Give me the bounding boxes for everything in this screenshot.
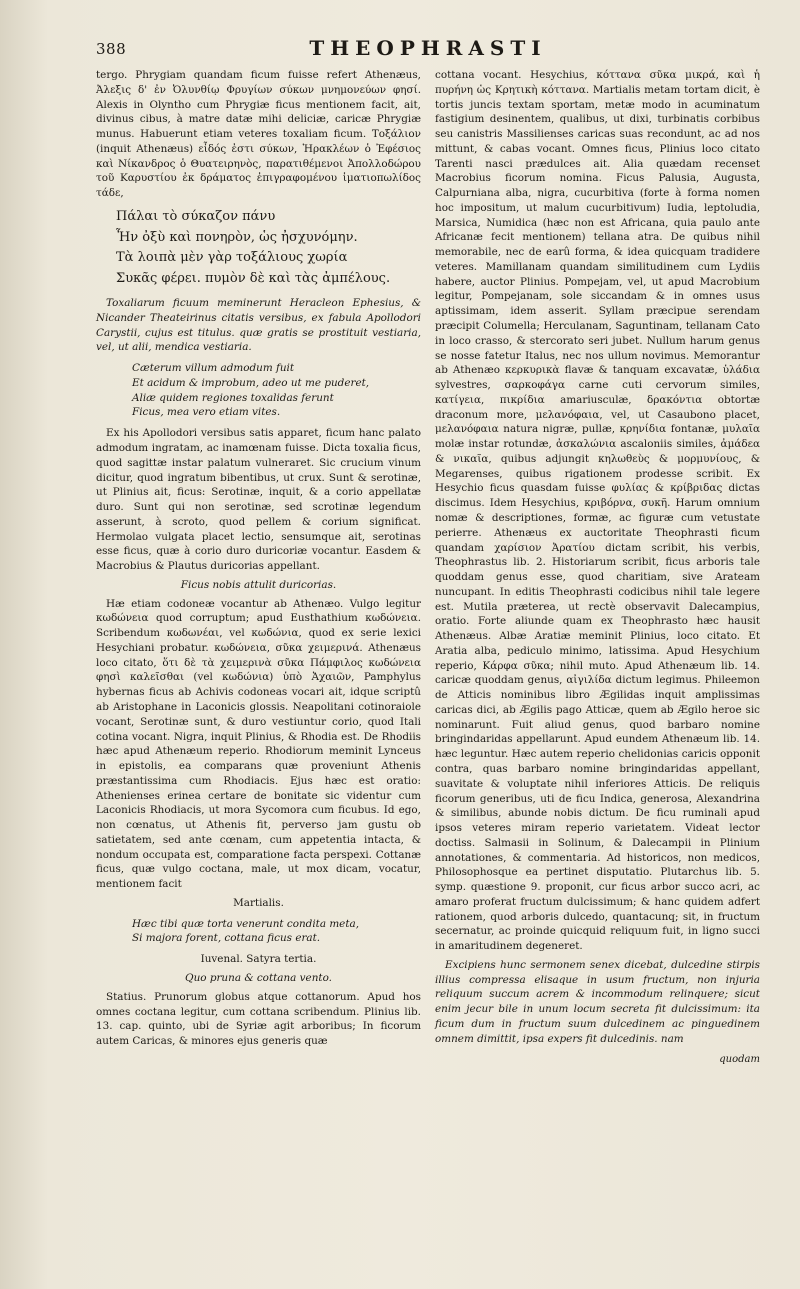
paragraph: Excipiens hunc sermonem senex dicebat, dulcedine stirpis illius compressa elisaque in usum fructum, non injuria reliquum succum acrem & incommodum relinquere; sicut enim jecur bile in unum locum secreta fit dulcissimum: ita ficum dum in fructum suum dulcedinem ac pinguedinem omnem dimittit, ipsa expers fit dulcedinis. nam: [435, 958, 760, 1045]
verse-line: Si majora forent, cottana ficus erat.: [132, 932, 321, 945]
verse-line: Et acidum & improbum, adeo ut me puderet,: [132, 376, 370, 389]
paragraph: Toxaliarum ficuum meminerunt Heracleon Ephesius, & Nicander Theateirinus citatis versibus, ex fabula Apollodori Carystii, cujus est titulus. quæ gratis se prostituit vestiaria, vel, ut alii, mendica vestiaria.: [96, 297, 421, 354]
catchword: quodam: [719, 1053, 760, 1065]
verse-line: Aliæ quidem regiones toxalidas ferunt: [132, 391, 334, 404]
author-label: Iuvenal. Satyra tertia.: [200, 953, 317, 966]
verse-line: Ficus, mea vero etiam vites.: [132, 406, 281, 419]
verse-line: Τὰ λοιπὰ μὲν γὰρ τοξάλιους χωρία: [116, 250, 348, 266]
running-head: THEOPHRASTI: [309, 36, 547, 60]
verse-line: Συκᾶς φέρει. πυμὸν δὲ καὶ τὰς ἀμπέλους.: [116, 271, 391, 287]
verse-citation: Quo pruna & cottana vento.: [185, 972, 332, 984]
paragraph: Ex his Apollodori versibus satis apparet, ficum hanc palato admodum ingratam, ac inamœnam fuisse. Dicta toxalia ficus, quod sagittæ instar palatum vulneraret. Sic crucium vinum dicitur, quod ingratum bibentibus, ut crux. Sunt & serotinæ, ut Plinius ait, ficus: Serotinæ, inquit, & a corio appellatæ duro. Sunt qui non serotinæ, sed scrotinæ legendum asserunt, à scroto, quod pellem & corium significat. Hermolao vulgata placet lectio, sensumque ait, serotinas esse ficus, quæ à corio duro duricoriæ vocantur. Easdem & Macrobius & Plautus duricorias appellant.: [96, 427, 421, 573]
verse-line: Ἦν ὀξὺ καὶ πονηρὸν, ὡς ἠσχυνόμην.: [116, 229, 358, 245]
verse-citation: Ficus nobis attulit duricorias.: [180, 578, 337, 591]
paragraph: tergo. Phrygiam quandam ficum fuisse refert Athenæus, Ἀλεξις δ' ἐν Ὀλυνθίῳ Φρυγίων σύκων μνημονεύων φησί. Alexis in Olyntho cum Phrygiæ ficus mentionem facit, ait, divinus cibus, à matre datæ mihi deliciæ, caricæ Phrygiæ munus. Habuerunt etiam veteres toxaliam ficum. Τοξάλιον (inquit Athenæus) εἶδός ἐστι σύκων, Ἡρακλέων ὁ Ἐφέσιος καὶ Νίκανδρος ὁ Θυατειρηνὸς, παρατιθέμενοι Ἀπολλοδώρου τοῦ Καρυστίου ἐκ δράματος ἐπιγραφομένου ἱματιοπωλίδος τάδε,: [96, 69, 421, 200]
page-header: [96, 36, 760, 62]
verse-line: Πάλαι τὸ σύκαζον πάνυ: [116, 208, 276, 224]
martial-verse: [96, 917, 421, 947]
left-column: [96, 68, 421, 1067]
right-column: [435, 68, 760, 1067]
latin-verse: [96, 361, 421, 420]
verse-line: Cæterum villum admodum fuit: [132, 362, 295, 375]
paragraph: cottana vocant. Hesychius, κόττανα σῦκα μικρά, καὶ ἡ πυρήνη ὡς Κρητικὴ κόττανα. Martialis metam tortam dicit, è tortis juncis textam sportam, metæ modo in acuminatum fastigium desinentem, qualibus, ut dixi, turbinatis corbibus seu canistris Massilienses caricas suas recondunt, ac ad nos mittunt, & cabas vocant. Omnes ficus, Plinius loco citato Tarenti nasci prædulces ait. Alia quædam recenset Macrobius ficorum nomina. Ficus Palusia, Augusta, Calpurniana alba, nigra, cucurbitiva (forte à forma nomen hoc impositum, ut malum cucurbitivum) Iudia, leptoludia, Marsica, Numidica (hæc non est Africana, quia paulo ante Africanæ fecit mentionem) tellana atra. De quibus nihil memorabile, nec de earû forma, & idea quicquam tradidere veteres. Mamillanam quandam similitudinem cum Lydiis habere, auctor Plinius. Pompejam, vel, ut apud Macrobium legitur, Pompejanam, sole siccandam & in omnes usus aptissimam, idem asserit. Syllam præcipue serendam præcipit Columella; Herculanam, Saguntinam, tellanam Cato in loco crasso, & stercorato seri jubet. Nullum harum genus se nosse fatetur Italus, nec nos ullum novimus. Memorantur ab Athenæo κερκυρικὰ flavæ & tanquam excavatæ, ὑλάδια sylvestres, σαρκοφάγα carne cuti cervorum similes, κατίγεια, πικρίδια amariusculæ, δρακόντια obtortæ draconum more, μελανόφαια, vel, ut Casaubono placet, μελανόφαια natura nigræ, pullæ, κρηνίδια fontanæ, μυλαῖα molæ instar rotundæ, ἀσκαλώνια ascaloniis similes, ἀμάδεα & νικαῖα, quibus adjungit κηλωθεὺς & μορμυνίους, & Megarenses, quibus rigationem prodesse scribit. Ex Hesychio ficus quasdam fuisse φυλίας & κρίβριδας dictas discimus. Idem Hesychius, κριβόρνα, συκῆ. Harum omnium nomæ & descriptiones, formæ, ac figuræ cum vetustate perierre. Athenæus ex auctoritate Theophrasti ficum quandam χαρίσιον Ἀρατίου dictam scribit, his verbis, Theophrastus lib. 2. Historiarum scribit, ficus arboris tale quoddam genus esse, quod charitiam, sive Arateam nuncupant. In editis Theophrasti codicibus nihil tale legere est. Mutila præterea, ut rectè observavit Dalecampius, oratio. Forte aliunde quam ex Theophrasto hæc hausit Athenæus. Albæ Aratiæ meminit Plinius, loco citato. Et Aratia alba, pediculo minimo, latissima. Apud Hesychium reperio, Κάρφα σῦκα; nihil muto. Apud Athenæum lib. 14. caricæ quoddam genus, αἰγιλίδα dictum legimus. Phileemon de Atticis nominibus libro Ægilidas inquit amplissimas caricas dici, ab Ægilis pago Atticæ, quem ab Ægilo heroe sic nominarunt. Fuit aliud genus, quod barbaro nomine bringindaridas appellarunt. Apud eundem Athenæum lib. 14. hæc leguntur. Hæc autem reperio chelidonias caricis opponit contra, quas barbaro nomine bringindaridas appellant, suavitate & voluptate nihil inferiores Atticis. De reliquis ficorum generibus, uti de ficu Indica, generosa, Alexandrina & similibus, abunde nobis dictum. De ficu ruminali apud ipsos veteres miram reperio varietatem. Videat lector doctiss. Salmasii in Solinum, & Dalecampii in Plinium annotationes, & commentaria. Ad historicos, non medicos, Philosophosque ea pertinet disputatio. Plutarchus lib. 5. symp. quæstione 9. proponit, cur ficus arbor succo acri, ac amaro proferat fructum dulcissimum; & hanc quidem adfert rationem, quod arboris dulcedo, quantacunq; sit, in fructum secernatur, ac proinde quicquid reliquum fuit, in ligno succi in amaritudinem degeneret.: [435, 69, 760, 953]
greek-verse: [96, 207, 421, 290]
verse-line: Hæc tibi quæ torta venerunt condita meta,: [132, 917, 359, 930]
paragraph: Hæ etiam codoneæ vocantur ab Athenæo. Vulgo legitur κωδώνεια quod corruptum; apud Eusthathium κωδώνεια. Scribendum κωδωνέαι, vel κωδώνια, quod ex serie lexici Hesychiani probatur. κωδώνεια, σῦκα χειμερινά. Athenæus loco citato, ὅτι δὲ τὰ χειμερινὰ σῦκα Πάμφιλος κωδώνεια φησὶ καλεῖσθαι (vel κωδώνια) ὑπὸ Ἀχαιῶν, Pamphylus hybernas ficus ab Achivis codoneas vocari ait, idque scriptû ab Aristophane in Laconicis glossis. Neapolitani cotinoraiole vocant, Serotinæ sunt, & duro vestiuntur corio, quod Itali cotina vocant. Nigra, inquit Plinius, & Rhodia est. De Rhodiis hæc apud Athenæum reperio. Rhodiorum meminit Lynceus in epistolis, ea comparans quæ proveniunt Athenis præstantissima cum Rhodiacis. Ejus hæc est oratio: Athenienses erinea certare de bonitate sic videntur cum Laconicis Rhodiacis, ut mora Sycomora cum ficubus. Id ego, non cœnatus, ut Athenis fit, perverso jam gustu ob satietatem, sed ante cœnam, cum appetentia intacta, & nondum occupata est, comparatione facta perspexi. Cottanæ ficus, quæ vulgo coctana, male, ut mox dicam, vocatur, mentionem facit: [96, 597, 421, 891]
author-label: Martialis.: [233, 896, 284, 909]
page-number: 388: [96, 40, 127, 58]
two-column-body: [96, 68, 760, 1067]
paragraph: Statius. Prunorum globus atque cottanorum. Apud hos omnes coctana legitur, cum cottana scribendum. Plinius lib. 13. cap. quinto, ubi de Syriæ agit arboribus; In ficorum autem Caricas, & minores ejus generis quæ: [96, 990, 421, 1048]
